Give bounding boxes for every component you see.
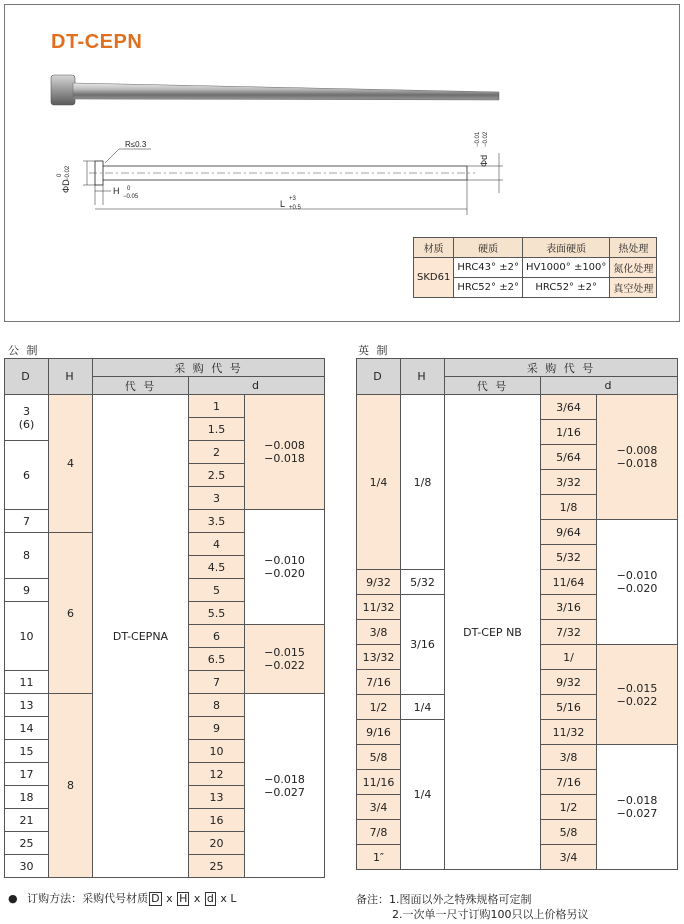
tolerance-upper: −0.010	[616, 569, 658, 582]
order-box-D: D	[151, 892, 160, 905]
tolerance-upper: −0.008	[264, 439, 305, 452]
tolerance-cell	[597, 745, 678, 870]
remark-line: 2.一次单一尺寸订购100只以上价格另议	[392, 908, 589, 921]
D-value: 11/16	[357, 770, 401, 795]
H-value: 3/16	[401, 595, 445, 695]
H-value: 1/8	[401, 395, 445, 570]
d-value: 2.5	[189, 464, 245, 487]
D-value: 15	[5, 740, 49, 763]
D-value: 11	[5, 671, 49, 694]
D-value: 17	[5, 763, 49, 786]
surface-hardness-value: HV1000° ±100°	[522, 258, 609, 278]
d-value: 10	[189, 740, 245, 763]
remark-line: 1.图面以外之特殊规格可定制	[389, 893, 532, 906]
d-value: 20	[189, 832, 245, 855]
tolerance-lower: −0.018	[616, 457, 658, 470]
D-value: 14	[5, 717, 49, 740]
D-value: 1/2	[357, 695, 401, 720]
d-value: 3.5	[189, 510, 245, 533]
imperial-label: 英 制	[358, 344, 390, 357]
tolerance-cell	[597, 395, 678, 520]
D-value: 3/4	[357, 795, 401, 820]
D-value: 11/32	[357, 595, 401, 620]
surface-hardness-header: 表面硬质	[522, 238, 609, 258]
tolerance-cell	[245, 395, 325, 510]
tolerance-lower: −0.022	[616, 694, 658, 708]
tolerance-lower: −0.022	[264, 659, 305, 672]
D-value: 9/32	[357, 570, 401, 595]
d-value: 1.5	[189, 418, 245, 441]
surface-hardness-value: HRC52° ±2°	[522, 278, 609, 298]
order-text: 订购方法：采购代号材质	[27, 892, 149, 905]
D-value: 7	[5, 510, 49, 533]
product-code: DT-CEPNA	[93, 395, 189, 878]
d-value: 3/16	[541, 595, 597, 620]
H-tol-top: 0	[127, 186, 131, 192]
H-tol-bottom: −0.05	[123, 194, 139, 200]
d-value: 5/64	[541, 445, 597, 470]
H-value: 5/32	[401, 570, 445, 595]
remarks-label: 备注：	[356, 893, 389, 906]
d-value: 1/2	[541, 795, 597, 820]
D-value: 13/32	[357, 645, 401, 670]
d-value: 5.5	[189, 602, 245, 625]
D-value: 1″	[357, 845, 401, 870]
d-value: 11/32	[541, 720, 597, 745]
hardness-value: HRC43° ±2°	[454, 258, 523, 278]
tolerance-lower: −0.020	[264, 567, 305, 580]
bullet-icon: ●	[8, 892, 18, 905]
tolerance-cell	[597, 520, 678, 645]
d-value: 1/8	[541, 495, 597, 520]
D-value: 18	[5, 786, 49, 809]
imperial-spec-table	[356, 358, 678, 870]
col-header-code: 代 号	[93, 377, 189, 395]
H-value: 4	[49, 395, 93, 533]
D-value: 7/16	[357, 670, 401, 695]
d-value: 3	[189, 487, 245, 510]
pin-drawing	[55, 123, 505, 223]
col-header-d: d	[189, 377, 325, 395]
col-header-code: 代 号	[445, 377, 541, 395]
L-tol-top: +3	[289, 196, 296, 202]
tolerance-cell	[245, 625, 325, 694]
tolerance-upper: −0.015	[264, 646, 305, 659]
D-value: 10	[5, 602, 49, 671]
phi-D-label: ΦD	[61, 179, 71, 193]
D-value: 3/8	[357, 620, 401, 645]
pin-photo	[47, 71, 507, 111]
D-value: 30	[5, 855, 49, 878]
D-value: 6	[5, 441, 49, 510]
tolerance-upper: −0.008	[616, 444, 658, 457]
tolerance-cell	[245, 694, 325, 878]
H-value: 8	[49, 694, 93, 878]
H-value: 1/4	[401, 695, 445, 720]
D-value: 3 (6)	[5, 395, 49, 441]
d-value: 2	[189, 441, 245, 464]
tolerance-upper: −0.018	[616, 794, 658, 807]
D-value: 1/4	[357, 395, 401, 570]
order-sep: x	[193, 892, 201, 905]
D-value: 5/8	[357, 745, 401, 770]
D-value: 8	[5, 533, 49, 579]
d-value: 3/64	[541, 395, 597, 420]
d-value: 6.5	[189, 648, 245, 671]
d-value: 5/16	[541, 695, 597, 720]
D-value: 7/8	[357, 820, 401, 845]
order-sep: x	[220, 892, 227, 905]
tolerance-cell	[245, 510, 325, 625]
d-value: 9/64	[541, 520, 597, 545]
d-value: 3/4	[541, 845, 597, 870]
material-table	[413, 237, 657, 298]
d-value: 3/32	[541, 470, 597, 495]
product-code: DT-CEP NB	[445, 395, 541, 870]
d-value: 5/32	[541, 545, 597, 570]
order-box-d: d	[206, 892, 214, 905]
d-value: 1/	[541, 645, 597, 670]
D-value: 25	[5, 832, 49, 855]
d-value: 8	[189, 694, 245, 717]
tolerance-lower: −0.018	[264, 452, 305, 465]
L-tol-bottom: +0.5	[289, 205, 301, 211]
order-sep: x	[166, 892, 173, 905]
remarks	[356, 892, 589, 922]
d-tol-top: −0.01	[475, 131, 481, 147]
D-value: 21	[5, 809, 49, 832]
d-value: 13	[189, 786, 245, 809]
d-value: 5	[189, 579, 245, 602]
col-header-H: H	[49, 359, 93, 395]
heat-treatment-value: 真空处理	[610, 278, 657, 298]
order-box-H: H	[179, 892, 188, 905]
tolerance-cell	[597, 645, 678, 745]
D-value: 13	[5, 694, 49, 717]
d-value: 3/8	[541, 745, 597, 770]
order-method	[8, 890, 237, 906]
d-value: 4	[189, 533, 245, 556]
heat-treatment-value: 氮化处理	[610, 258, 657, 278]
d-tol-bottom: −0.02	[483, 131, 489, 147]
metric-label: 公 制	[8, 344, 40, 357]
D-value: 9	[5, 579, 49, 602]
phi-d-label: Φd	[479, 154, 489, 167]
H-value: 1/4	[401, 720, 445, 870]
H-label: H	[113, 186, 120, 196]
D-value: 9/16	[357, 720, 401, 745]
product-title: DT-CEPN	[51, 31, 143, 53]
tolerance-lower: −0.027	[616, 807, 658, 820]
hardness-value: HRC52° ±2°	[454, 278, 523, 298]
material-value: SKD61	[414, 258, 454, 298]
d-value: 7/16	[541, 770, 597, 795]
H-value: 6	[49, 533, 93, 694]
radius-label: R≤0.3	[125, 140, 147, 149]
col-header-D: D	[5, 359, 49, 395]
d-value: 6	[189, 625, 245, 648]
col-header-d: d	[541, 377, 678, 395]
D-tol-bottom: −0.02	[65, 165, 71, 181]
material-header: 材质	[414, 238, 454, 258]
col-header-purchase-code: 采 购 代 号	[93, 359, 325, 377]
order-tail: L	[230, 892, 237, 905]
tolerance-upper: −0.015	[616, 681, 658, 695]
d-value: 12	[189, 763, 245, 786]
tolerance-lower: −0.027	[264, 785, 305, 799]
d-value: 1/16	[541, 420, 597, 445]
d-value: 9	[189, 717, 245, 740]
d-value: 5/8	[541, 820, 597, 845]
tolerance-upper: −0.018	[264, 772, 305, 786]
product-panel	[4, 4, 680, 322]
d-value: 25	[189, 855, 245, 878]
tolerance-upper: −0.010	[264, 554, 305, 567]
d-value: 16	[189, 809, 245, 832]
hardness-header: 硬质	[454, 238, 523, 258]
d-value: 4.5	[189, 556, 245, 579]
tolerance-lower: −0.020	[616, 582, 658, 595]
heat-treatment-header: 热处理	[610, 238, 657, 258]
d-value: 1	[189, 395, 245, 418]
D-tol-top: 0	[57, 173, 63, 177]
L-label: L	[280, 199, 286, 209]
d-value: 7	[189, 671, 245, 694]
col-header-D: D	[357, 359, 401, 395]
metric-spec-table	[4, 358, 325, 878]
d-value: 11/64	[541, 570, 597, 595]
col-header-purchase-code: 采 购 代 号	[445, 359, 678, 377]
d-value: 9/32	[541, 670, 597, 695]
col-header-H: H	[401, 359, 445, 395]
d-value: 7/32	[541, 620, 597, 645]
